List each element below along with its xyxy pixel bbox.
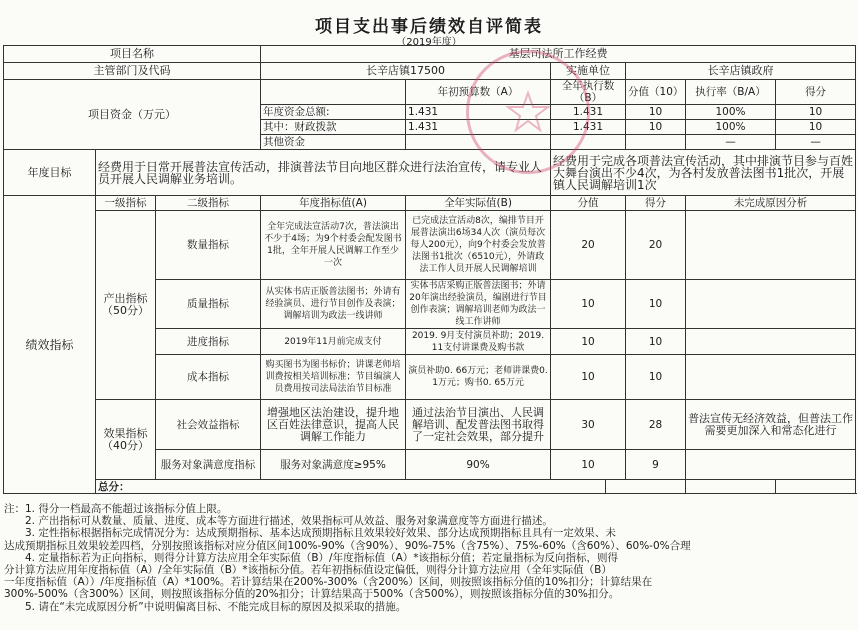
funds-header-score: 得分 <box>776 80 856 105</box>
dept-value: 长辛店镇17500 <box>261 63 551 80</box>
funds-row-actual: 1.431 <box>551 120 626 135</box>
indicator-name: 数量指标 <box>156 211 261 280</box>
indicator-header-target: 年度指标值(A) <box>261 196 406 211</box>
indicator-name: 服务对象满意度指标 <box>156 450 261 480</box>
indicator-name: 社会效益指标 <box>156 400 261 450</box>
funds-row-name: 年度资金总额: <box>261 105 406 120</box>
indicator-score-max: 10 <box>551 280 626 329</box>
goals-planned: 经费用于日常开展普法宣传活动，排演普法节目向地区群众进行法治宣传，请专业人员开展人民调解业务培训。 <box>96 150 551 196</box>
indicator-header-reason: 未完成原因分析 <box>686 196 856 211</box>
funds-row-score: 10 <box>776 105 856 120</box>
indicator-score-max: 30 <box>551 400 626 450</box>
funds-header-row <box>4 80 856 105</box>
indicator-actual: 实体书店采购正版普法图书；外请20年演出经验演员，编剧进行节目创作表演；调解培训老师为政法一线工作讲师 <box>406 280 551 329</box>
goals-row <box>4 150 856 196</box>
indicator-reason: 普法宣传无经济效益，但普法工作需要更加深入和常态化进行 <box>686 400 856 450</box>
indicator-actual: 已完成法宣活动8次，编排节目开展普法演出6场34人次（演员每次每人200元），向9个村委会发放普法图书1批次（6510元），外请政法工作人员开展人民调解培训 <box>406 211 551 280</box>
total-row <box>4 480 856 494</box>
total-score <box>686 480 776 494</box>
impl-label: 实施单位 <box>551 63 626 80</box>
project-name-value: 基层司法所工作经费 <box>261 46 856 63</box>
funds-header-score-max: 分值（10） <box>626 80 686 105</box>
impl-value: 长辛店镇政府 <box>626 63 856 80</box>
funds-row-score: — <box>776 135 856 150</box>
report-year: （2019年度） <box>396 37 462 48</box>
indicator-score-max: 10 <box>551 450 626 480</box>
funds-label: 项目资金（万元） <box>4 80 261 150</box>
indicator-score-max: 10 <box>551 329 626 355</box>
indicator-score: 10 <box>626 355 686 400</box>
funds-row-budget: 1.431 <box>406 120 551 135</box>
funds-row-name: 其中：财政拨款 <box>261 120 406 135</box>
effect-indicator-label: 效果指标（40分） <box>96 400 156 480</box>
indicator-score-max: 10 <box>551 355 626 400</box>
note-line: 注：1. 得分一档最高不能超过该指标分值上限。 <box>4 503 228 515</box>
indicator-reason <box>686 450 856 480</box>
funds-header-budget: 年初预算数（A） <box>406 80 551 105</box>
indicator-actual: 演员补助0. 66万元；老师讲课费0. 1万元；购书0. 65万元 <box>406 355 551 400</box>
indicator-row <box>4 400 856 450</box>
indicator-score: 20 <box>626 211 686 280</box>
funds-header-rate: 执行率（B/A） <box>686 80 776 105</box>
funds-row-budget <box>406 135 551 150</box>
performance-table <box>3 45 856 494</box>
indicator-header-score: 得分 <box>626 196 686 211</box>
indicator-target: 从实体书店正版普法图书；外请有经验演员、进行节目创作及表演；调解培训为政法一线讲师 <box>261 280 406 329</box>
indicator-header-actual: 全年实际值(B) <box>406 196 551 211</box>
indicator-section-label: 绩效指标 <box>4 196 96 494</box>
note-line: 5. 请在“未完成原因分析”中说明偏离目标、不能完成目标的原因及拟采取的措施。 <box>4 600 407 613</box>
indicator-reason <box>686 329 856 355</box>
indicator-target: 2019年11月前完成支付 <box>261 329 406 355</box>
indicator-target: 服务对象满意度≥95% <box>261 450 406 480</box>
indicator-score: 10 <box>626 329 686 355</box>
indicator-name: 质量指标 <box>156 280 261 329</box>
indicator-header-level2: 二级指标 <box>156 196 261 211</box>
dept-row <box>4 63 856 80</box>
indicator-target: 购买图书为图书标价；讲课老师培训费按相关培训标准；节目编演人员费用按司法局法治节目标准 <box>261 355 406 400</box>
funds-row-budget: 1.431 <box>406 105 551 120</box>
funds-row-rate: 100% <box>686 105 776 120</box>
funds-row-rate: — <box>686 135 776 150</box>
note-line: 达成预期指标且效果较差四档，分别按照该指标对应分值区间100%-90%（含90%）、90%-75%（含75%）、75%-60%（含60%）、60%-0%合理 <box>4 539 691 552</box>
indicator-target: 增强地区法治建设，提升地区百姓法律意识，提高人民调解工作能力 <box>261 400 406 450</box>
indicator-reason <box>686 211 856 280</box>
funds-row-score: 10 <box>776 120 856 135</box>
page-title: 项目支出事后绩效自评简表 <box>315 17 543 37</box>
project-name-label: 项目名称 <box>4 46 261 63</box>
output-indicator-label: 产出指标（50分） <box>96 211 156 400</box>
indicator-header-score-max: 分值 <box>551 196 626 211</box>
indicator-row <box>4 211 856 280</box>
funds-row-score-max <box>626 135 686 150</box>
indicator-score: 10 <box>626 280 686 329</box>
indicator-actual: 通过法治节目演出、人民调解培训、配发普法图书取得了一定社会效果，部分提升 <box>406 400 551 450</box>
indicator-target: 全年完成法宣活动7次，普法演出不少于4场；为9个村委会配发图书1批，全年开展人民调解工作至少一次 <box>261 211 406 280</box>
note-line: 3. 定性指标根据指标完成情况分为：达成预期指标、基本达成预期指标且效果较好效果、部分达成预期指标且具有一定效果、未 <box>4 527 616 540</box>
project-name-row <box>4 46 856 63</box>
total-reason <box>776 480 856 494</box>
indicator-reason <box>686 280 856 329</box>
notes-section <box>4 503 854 613</box>
indicator-header-level1: 一级指标 <box>96 196 156 211</box>
indicator-actual: 2019. 9月支付演员补助；2019. 11支付讲课费及购书款 <box>406 329 551 355</box>
indicator-reason <box>686 355 856 400</box>
note-line: 300%-500%（含300%）区间，则按照该指标分值的20%扣分；计算结果高于500%（含500%），则按照该指标分值的30%扣分。 <box>4 588 620 601</box>
funds-row-name: 其他资金 <box>261 135 406 150</box>
goals-actual: 经费用于完成各项普法宣传活动，其中排演节目参与百姓大舞台演出不少4次，为各村发放普法图书1批次，开展镇人民调解培训1次 <box>551 150 856 196</box>
total-label: 总分： <box>96 480 606 494</box>
note-line: 4. 定量指标若为正向指标，则得分计算方法应用全年实际值（B）/年度指标值（A）*该指标分值；若定量指标为反向指标，则得 <box>4 551 619 564</box>
dept-label: 主管部门及代码 <box>4 63 261 80</box>
indicator-name: 进度指标 <box>156 329 261 355</box>
funds-row-actual <box>551 135 626 150</box>
indicator-score: 9 <box>626 450 686 480</box>
indicator-actual: 90% <box>406 450 551 480</box>
funds-row-score-max: 10 <box>626 105 686 120</box>
goals-label: 年度目标 <box>4 150 96 196</box>
indicator-header-row <box>4 196 856 211</box>
note-line: 分计算方法应用年度指标值（A）/全年实际值（B）*该指标分值。若年初指标值设定偏低，则得分计算方法应用（全年实际值（B） <box>4 564 612 577</box>
funds-row-rate: 100% <box>686 120 776 135</box>
note-line: 2. 产出指标可从数量、质量、进度、成本等方面进行描述，效果指标可从效益、服务对象满意度等方面进行描述。 <box>4 515 553 528</box>
funds-row-score-max: 10 <box>626 120 686 135</box>
total-score-max <box>606 480 686 494</box>
indicator-score-max: 20 <box>551 211 626 280</box>
funds-header-actual: 全年执行数（B） <box>551 80 626 105</box>
indicator-score: 28 <box>626 400 686 450</box>
funds-row-actual: 1.431 <box>551 105 626 120</box>
note-line: 一年度指标值（A））/年度指标值（A）*100%。若计算结果在200%-300%（含200%）区间，则按照该指标分值的10%扣分；计算结果在 <box>4 576 653 589</box>
indicator-name: 成本指标 <box>156 355 261 400</box>
